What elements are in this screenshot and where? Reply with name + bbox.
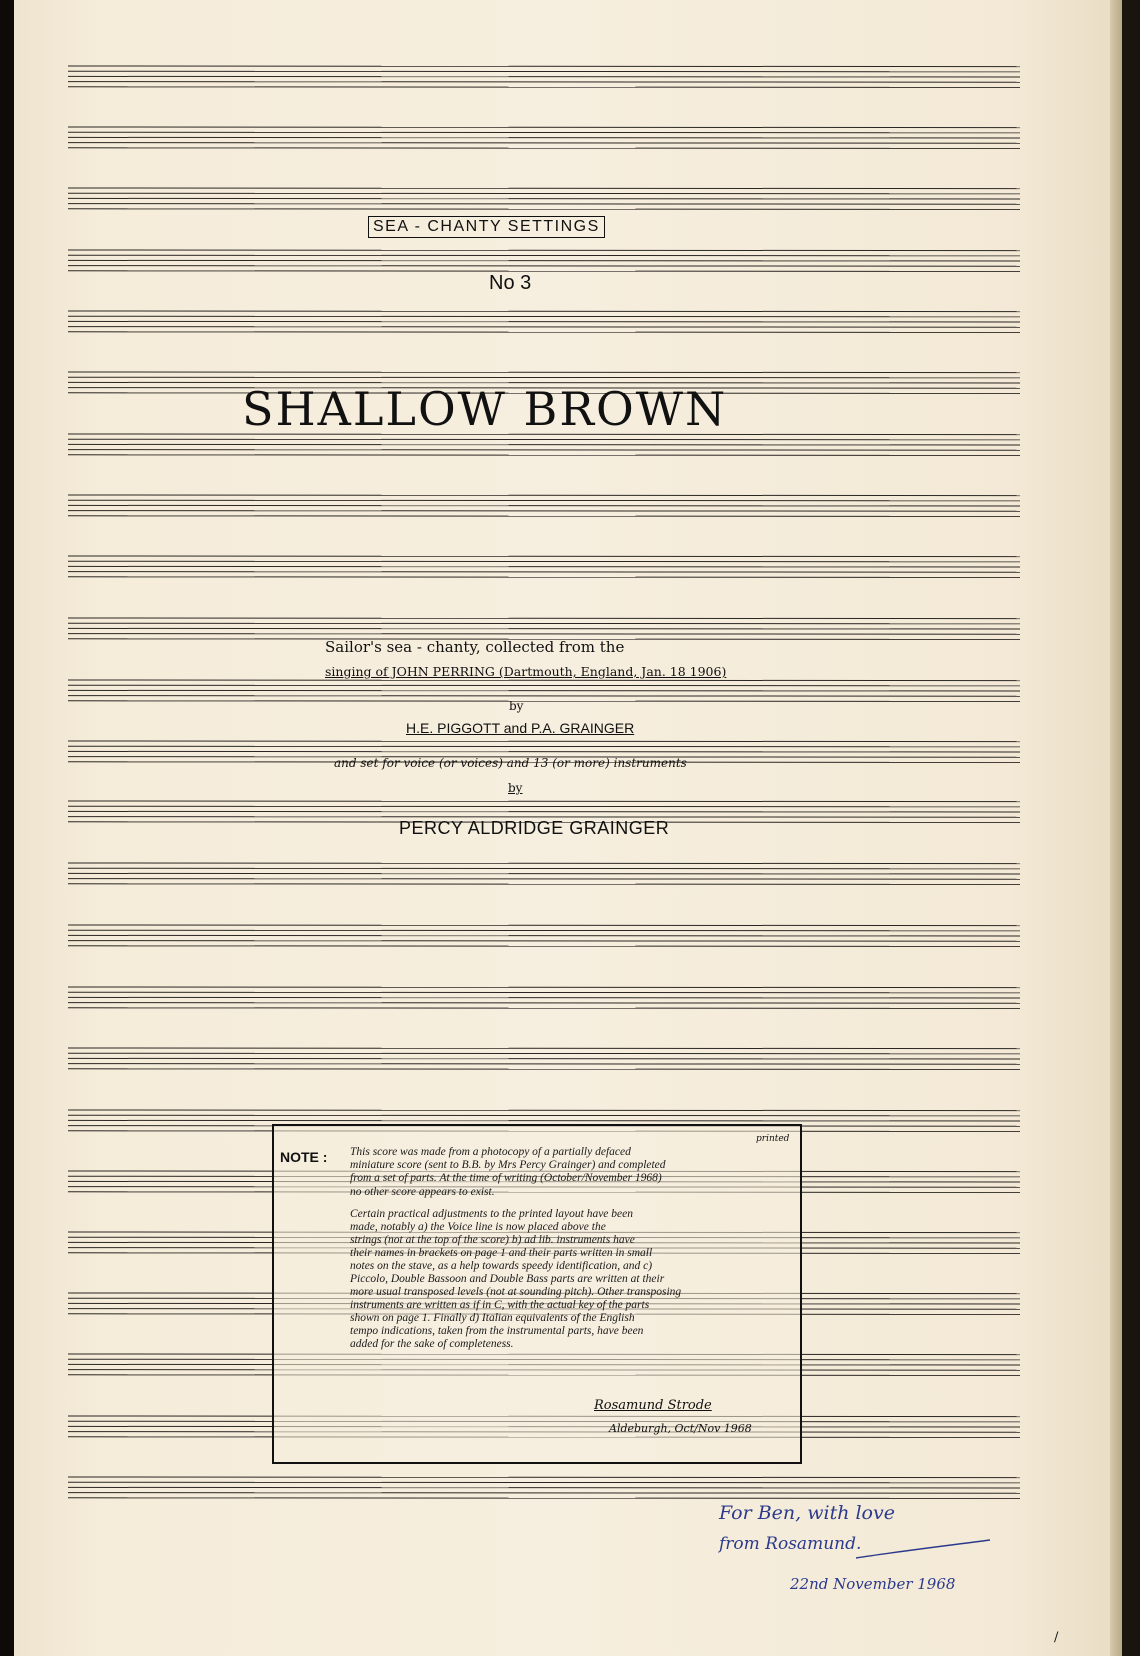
note-line: notes on the stave, as a help towards speedy identification, and c) xyxy=(350,1260,653,1272)
collectors: H.E. PIGGOTT and P.A. GRAINGER xyxy=(406,720,635,736)
dedication-line-1: For Ben, with love xyxy=(719,1502,895,1524)
dedication-underline xyxy=(854,1532,994,1562)
note-line: from a set of parts. At the time of writing (October/November 1968) xyxy=(350,1172,662,1184)
main-title: SHALLOW BROWN xyxy=(242,382,728,436)
credits-line-2: singing of JOHN PERRING (Dartmouth, England, Jan. 18 1906) xyxy=(325,664,727,679)
credits-by-1: by xyxy=(509,699,524,713)
credits-line-1: Sailor's sea - chanty, collected from the xyxy=(325,638,625,656)
note-insert: printed xyxy=(756,1134,790,1144)
stave xyxy=(68,1477,1020,1498)
note-line: tempo indications, taken from the instrumental parts, have been xyxy=(350,1325,644,1337)
dedication-line-2: from Rosamund. xyxy=(719,1534,862,1554)
note-line: their names in brackets on page 1 and their parts written in small xyxy=(350,1247,653,1259)
credits-by-2: by xyxy=(508,781,523,795)
stave xyxy=(68,311,1020,332)
note-line: strings (not at the top of the score) b) ad lib. instruments have xyxy=(350,1234,635,1246)
stave xyxy=(68,925,1020,946)
stave xyxy=(68,680,1020,701)
stave xyxy=(68,250,1020,271)
dedication-date: 22nd November 1968 xyxy=(790,1575,956,1593)
note-signature: Rosamund Strode xyxy=(594,1398,712,1413)
stave xyxy=(68,1048,1020,1069)
page-mark: / xyxy=(1054,1630,1059,1645)
composer-name: PERCY ALDRIDGE GRAINGER xyxy=(399,818,670,838)
stave xyxy=(68,495,1020,516)
note-line: made, notably a) the Voice line is now placed above the xyxy=(350,1221,606,1233)
note-place-date: Aldeburgh, Oct/Nov 1968 xyxy=(609,1422,752,1435)
note-line: Piccolo, Double Bassoon and Double Bass parts are written at their xyxy=(350,1273,665,1285)
score-title-page xyxy=(14,0,1122,1656)
note-line: miniature score (sent to B.B. by Mrs Percy Grainger) and completed xyxy=(350,1159,666,1171)
note-line: instruments are written as if in C, with the actual key of the parts xyxy=(350,1299,650,1311)
note-line: Certain practical adjustments to the printed layout have been xyxy=(350,1208,633,1220)
stave xyxy=(68,66,1020,87)
note-line: added for the sake of completeness. xyxy=(350,1338,514,1350)
instrumentation-line: and set for voice (or voices) and 13 (or more) instruments xyxy=(334,756,687,770)
stave xyxy=(68,863,1020,884)
series-title: SEA - CHANTY SETTINGS xyxy=(368,216,605,238)
stave xyxy=(68,618,1020,639)
stave xyxy=(68,556,1020,577)
note-line: no other score appears to exist. xyxy=(350,1186,495,1198)
stave xyxy=(68,987,1020,1008)
stave xyxy=(68,188,1020,209)
stave xyxy=(68,434,1020,455)
note-label: NOTE : xyxy=(280,1149,328,1165)
editorial-note-box xyxy=(272,1124,802,1464)
page-edge xyxy=(1110,0,1122,1656)
scan-left-edge xyxy=(0,0,14,1656)
note-line: shown on page 1. Finally d) Italian equivalents of the English xyxy=(350,1312,635,1324)
note-line: more usual transposed levels (not at sounding pitch). Other transposing xyxy=(350,1286,682,1298)
stave xyxy=(68,127,1020,148)
chanty-number: No 3 xyxy=(489,272,532,294)
note-line: This score was made from a photocopy of a partially defaced xyxy=(350,1146,631,1158)
